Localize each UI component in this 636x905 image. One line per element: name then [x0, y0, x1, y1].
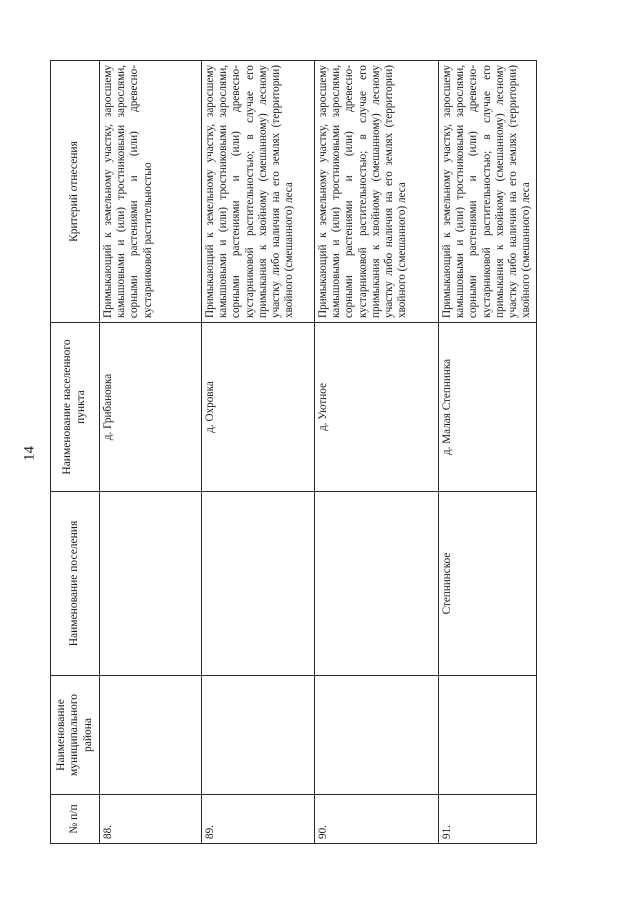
row-district: [315, 676, 439, 795]
row-criteria: Примыкающий к земельному участку, заросшему камышовыми и (или) тростниковыми зарослями, сорными растениями и (или) древесно-кустарниковой растительностью: [100, 61, 202, 323]
row-number: 90.: [315, 795, 439, 844]
row-locality: д. Уютное: [315, 323, 439, 492]
row-number: 89.: [202, 795, 315, 844]
table-header: [51, 61, 100, 844]
row-district: [100, 676, 202, 795]
row-district: [439, 676, 537, 795]
row-settlement: Степнинское: [439, 492, 537, 676]
table-body: [100, 61, 537, 844]
table-row: [315, 61, 439, 844]
row-locality: д. Грибановка: [100, 323, 202, 492]
rotated-table-container: [50, 61, 533, 844]
row-locality: д. Охровка: [202, 323, 315, 492]
row-criteria: Примыкающий к земельному участку, заросшему камышовыми и (или) тростниковыми зарослями, сорными растениями и (или) древесно-кустарниковой растительностью; в случае его примыкания к хвойному (смешанному) лесному участку либо наличия на его землях (территории) хвойного (смешанного) леса: [202, 61, 315, 323]
header-district: Наименование муниципального района: [51, 676, 100, 795]
row-settlement: [315, 492, 439, 676]
header-settlement: Наименование поселения: [51, 492, 100, 676]
row-district: [202, 676, 315, 795]
page-number: 14: [21, 446, 38, 461]
table-row: [100, 61, 202, 844]
row-criteria: Примыкающий к земельному участку, заросшему камышовыми и (или) тростниковыми зарослями, сорными растениями и (или) древесно-кустарниковой растительностью; в случае его примыкания к хвойному (смешанному) лесному участку либо наличия на его землях (территории) хвойного (смешанного) леса: [315, 61, 439, 323]
row-number: 91.: [439, 795, 537, 844]
table-row: [202, 61, 315, 844]
header-number: № п/п: [51, 795, 100, 844]
settlements-table: [50, 60, 537, 844]
row-settlement: [100, 492, 202, 676]
row-criteria: Примыкающий к земельному участку, заросшему камышовыми и (или) тростниковыми зарослями, сорными растениями и (или) древесно-кустарниковой растительностью; в случае его примыкания к хвойному (смешанному) лесному участку либо наличия на его землях (территории) хвойного (смешанного) леса: [439, 61, 537, 323]
header-locality: Наименование населенного пункта: [51, 323, 100, 492]
row-settlement: [202, 492, 315, 676]
row-number: 88.: [100, 795, 202, 844]
header-criteria: Критерий отнесения: [51, 61, 100, 323]
row-locality: д. Малая Степнинка: [439, 323, 537, 492]
header-row: [51, 61, 100, 844]
table-row: [439, 61, 537, 844]
